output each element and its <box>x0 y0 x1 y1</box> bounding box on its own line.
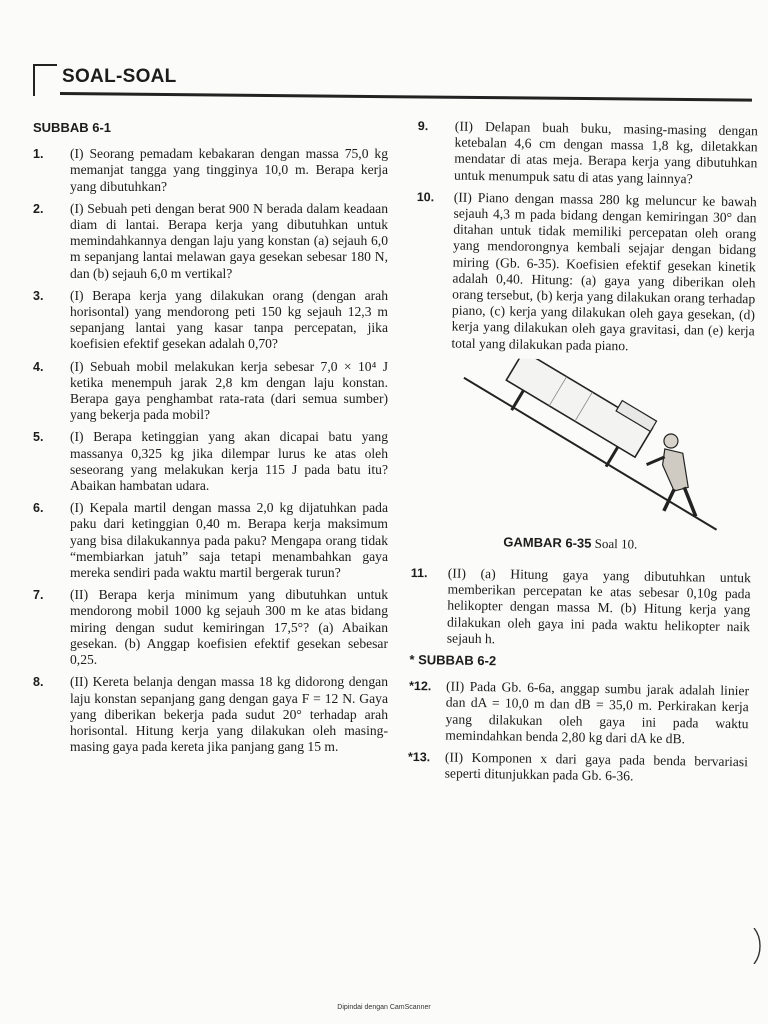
subbab-heading-2: * SUBBAB 6-2 <box>409 651 497 669</box>
problem-item <box>408 678 749 748</box>
left-column <box>33 120 388 761</box>
problem-item <box>33 146 388 195</box>
problem-text: (I) Sebuah mobil melakukan kerja sebesar 7,0 × 10⁴ J ketika menempuh jarak 2,8 km dengan laju konstan. Berapa gaya penghambat rata-rata (dari semua sumber) yang bekerja pada mobil? <box>70 358 388 423</box>
problem-item <box>417 118 758 188</box>
problem-item <box>33 674 388 755</box>
problem-number: 1. <box>33 147 44 162</box>
problem-number: *12. <box>408 679 432 694</box>
problem-text: (II) Piano dengan massa 280 kg meluncur ke bawah sejauh 4,3 m pada bidang dengan kemiringan 30° dan ditahan untuk tidak memiliki percepatan oleh orang yang mendorongnya kembali sejajar dengan bidang miring (Gb. 6-35). Koefisien efektif gesekan kinetik adalah 0,40. Hitung: (a) gaya yang diberikan oleh orang tersebut, (b) kerja yang dilakukan orang terhadap piano, (c) kerja yang dilakukan oleh gaya gesekan, (d) kerja yang dilakukan oleh gaya gravitasi, dan (e) kerja total yang dilakukan pada piano. <box>451 189 757 353</box>
problem-text: (I) Kepala martil dengan massa 2,0 kg dijatuhkan pada paku dari ketinggian 0,40 m. Berapa kerja maksimum yang bisa dilakukannya pada paku? Mengapa orang tidak “membiarkan jatuh” saja tetapi menambahkan gaya mereka sendiri pada waktu martil bergerak turun? <box>70 500 388 581</box>
problem-list <box>410 565 751 651</box>
problem-list <box>33 146 388 755</box>
piano-incline-illustration <box>452 357 755 532</box>
problem-list <box>408 678 750 787</box>
problem-text: (I) Berapa ketinggian yang akan dicapai batu yang massanya 0,325 kg jika dilempar lurus ke atas oleh seseorang yang melakukan kerja 115 J pada batu itu? Abaikan hambatan udara. <box>70 429 388 494</box>
section-bracket <box>33 64 57 96</box>
figure-caption-label: GAMBAR 6-35 <box>503 534 592 551</box>
problem-text: (II) Kereta belanja dengan massa 18 kg didorong dengan laju konstan sepanjang gang dengan gaya F = 12 N. Gaya yang diberikan bekerja pada sudut 20° terhadap arah horisontal. Hitung kerja yang dilakukan oleh masing-masing gaya pada kereta jika panjang gang 15 m. <box>70 674 388 755</box>
problem-number: 2. <box>33 201 44 216</box>
problem-text: (II) Delapan buah buku, masing-masing dengan ketebalan 4,6 cm dengan massa 1,8 kg, diletakkan mendatar di atas meja. Berapa kerja yang dibutuhkan untuk menumpuk satu di atas yang lainnya? <box>453 118 758 186</box>
problem-number: 4. <box>33 359 44 374</box>
problem-item <box>408 749 748 787</box>
section-title: SOAL-SOAL <box>62 66 177 87</box>
problem-text: (II) Pada Gb. 6-6a, anggap sumbu jarak adalah linier dan dA = 10,0 m dan dB = 35,0 m. Perkirakan kerja yang dilakukan oleh gaya ini pada waktu memindahkan benda 2,80 kg dari dA ke dB. <box>445 678 750 747</box>
problem-text: (I) Sebuah peti dengan berat 900 N berada dalam keadaan diam di lantai. Berapa kerja yang dibutuhkan untuk memindahkannya dengan laju yang konstan (a) sejauh 6,0 m sepanjang lantai melawan gaya gesekan sebesar 180 N, dan (b) sejauh 6,0 m vertikal? <box>70 200 388 281</box>
person-shape <box>646 433 697 516</box>
right-column <box>407 118 757 793</box>
scanner-watermark: Dipindai dengan CamScanner <box>337 1004 431 1011</box>
problem-text: (II) Berapa kerja minimum yang dibutuhkan untuk mendorong mobil 1000 kg sejauh 300 m ke atas bidang miring dengan sudut kemiringan 17,5°? (a) Abaikan gesekan. (b) Anggap koefisien efektif gesekan sebesar 0,25. <box>70 587 388 668</box>
piano-figure <box>452 357 755 532</box>
problem-text: (I) Berapa kerja yang dilakukan orang (dengan arah horisontal) yang mendorong peti 150 kg sejauh 12,3 m sepanjang lantai yang kasar tanpa percepatan, jika koefisien efektif gesekan adalah 0,70? <box>70 287 388 352</box>
problem-item <box>410 565 751 651</box>
figure-caption-text: Soal 10. <box>594 535 638 552</box>
problem-item <box>33 288 388 353</box>
problem-number: *13. <box>407 750 431 765</box>
problem-number: 10. <box>416 189 435 205</box>
subbab-heading: SUBBAB 6-1 <box>33 120 112 135</box>
problem-number: 11. <box>410 565 428 581</box>
problem-text: (II) (a) Hitung gaya yang dibutuhkan untuk memberikan percepatan ke atas sebesar 0,10g pada helikopter dengan massa M. (b) Hitung kerja yang dilakukan oleh gaya ini pada waktu helikopter naik sejauh h. <box>446 565 751 647</box>
problem-text: (I) Seorang pemadam kebakaran dengan massa 75,0 kg memanjat tangga yang tingginya 10,0 m. Berapa kerja yang dibutuhkan? <box>70 146 388 194</box>
problem-number: 8. <box>33 675 44 690</box>
title-rule <box>60 92 752 102</box>
figure-caption <box>503 534 751 554</box>
piano-shape <box>494 357 656 476</box>
problem-item <box>33 359 388 424</box>
problem-number: 3. <box>33 288 44 303</box>
page-curl-mark <box>752 928 764 964</box>
problem-item <box>33 201 388 282</box>
problem-number: 9. <box>417 118 429 134</box>
problem-list <box>414 118 758 356</box>
problem-item <box>33 500 388 581</box>
problem-number: 7. <box>33 588 44 603</box>
problem-number: 6. <box>33 501 44 516</box>
problem-item <box>414 189 757 356</box>
problem-item <box>33 429 388 494</box>
problem-item <box>33 587 388 668</box>
problem-number: 5. <box>33 430 44 445</box>
problem-text: (II) Komponen x dari gaya pada benda bervariasi seperti ditunjukkan pada Gb. 6-36. <box>444 749 749 784</box>
